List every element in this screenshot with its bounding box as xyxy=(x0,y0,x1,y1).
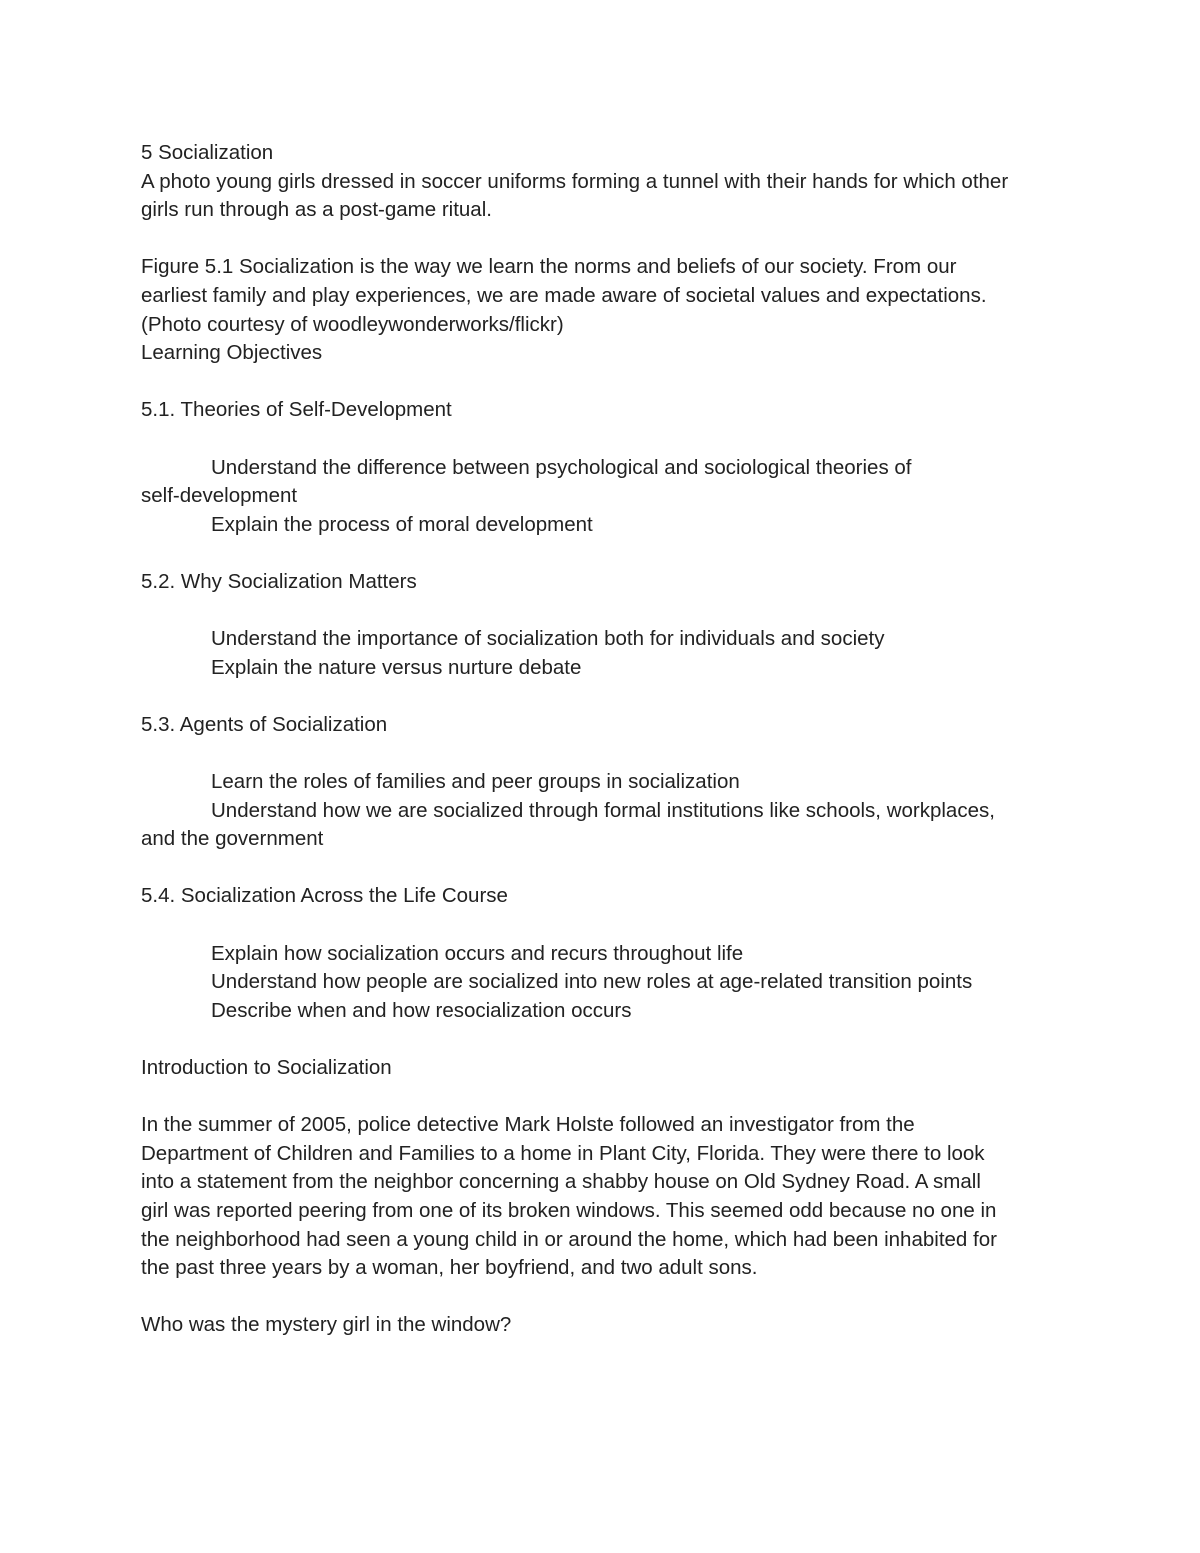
intro-paragraph-line: the past three years by a woman, her boyfriend, and two adult sons. xyxy=(141,1256,758,1280)
spacer xyxy=(141,854,1071,883)
spacer xyxy=(141,597,1071,626)
closing-question: Who was the mystery girl in the window? xyxy=(141,1313,512,1337)
intro-heading: Introduction to Socialization xyxy=(141,1056,392,1079)
objective-line: Understand the importance of socialization both for individuals and society xyxy=(211,627,885,651)
intro-paragraph-line: into a statement from the neighbor concerning a shabby house on Old Sydney Road. A small xyxy=(141,1170,981,1194)
photo-caption-line: girls run through as a post-game ritual. xyxy=(141,198,492,222)
objective-line: Understand how people are socialized into new roles at age-related transition points xyxy=(211,970,973,994)
objective-line: Understand how we are socialized through formal institutions like schools, workplaces, xyxy=(211,798,995,822)
intro-paragraph-line: In the summer of 2005, police detective Mark Holste followed an investigator from the xyxy=(141,1113,915,1137)
learning-objectives-heading: Learning Objectives xyxy=(141,341,323,365)
objective-line-continuation: and the government xyxy=(141,827,324,851)
spacer xyxy=(141,1283,1071,1312)
objective-line: Explain the nature versus nurture debate xyxy=(211,655,582,679)
spacer xyxy=(141,739,1071,768)
spacer xyxy=(141,911,1071,940)
document-page xyxy=(141,139,1071,1340)
objective-line: Explain how socialization occurs and recurs throughout life xyxy=(211,941,744,965)
figure-caption-line: earliest family and play experiences, we are made aware of societal values and expectations. xyxy=(141,283,987,307)
spacer xyxy=(141,539,1071,568)
chapter-title: 5 Socialization xyxy=(141,141,274,164)
section-heading: 5.3. Agents of Socialization xyxy=(141,712,388,736)
figure-caption-line: (Photo courtesy of woodleywonderworks/flickr) xyxy=(141,312,564,336)
objective-line-continuation: self-development xyxy=(141,484,298,508)
spacer xyxy=(141,425,1071,454)
spacer xyxy=(141,682,1071,711)
objective-line: Describe when and how resocialization occurs xyxy=(211,998,632,1022)
photo-caption-line: A photo young girls dressed in soccer uniforms forming a tunnel with their hands for which other xyxy=(141,169,1009,193)
spacer xyxy=(141,368,1071,397)
objective-line: Understand the difference between psychological and sociological theories of xyxy=(211,455,912,479)
spacer xyxy=(141,225,1071,254)
intro-paragraph-line: the neighborhood had seen a young child in or around the home, which had been inhabited for xyxy=(141,1227,997,1251)
section-heading: 5.2. Why Socialization Matters xyxy=(141,569,417,593)
objective-line: Learn the roles of families and peer groups in socialization xyxy=(211,770,740,794)
section-heading: 5.4. Socialization Across the Life Course xyxy=(141,884,508,908)
objective-line: Explain the process of moral development xyxy=(211,512,593,536)
spacer xyxy=(141,1025,1071,1054)
spacer xyxy=(141,1083,1071,1112)
intro-paragraph-line: girl was reported peering from one of its broken windows. This seemed odd because no one in xyxy=(141,1198,997,1222)
section-heading: 5.1. Theories of Self-Development xyxy=(141,398,452,422)
figure-caption-line: Figure 5.1 Socialization is the way we learn the norms and beliefs of our society. From our xyxy=(141,255,957,279)
intro-paragraph-line: Department of Children and Families to a home in Plant City, Florida. They were there to look xyxy=(141,1141,985,1165)
